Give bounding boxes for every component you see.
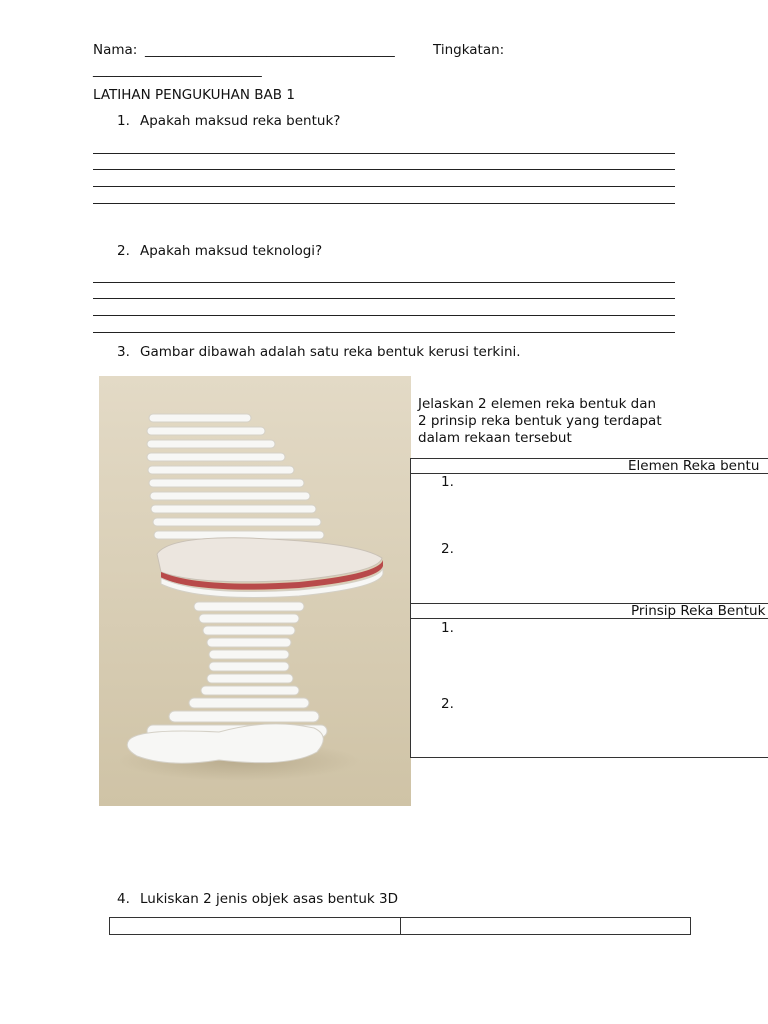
- principles-item-2[interactable]: 2.: [441, 696, 454, 712]
- name-label: Nama:: [93, 42, 138, 58]
- answer-line[interactable]: [93, 153, 675, 154]
- elements-header: Elemen Reka bentu: [628, 458, 760, 474]
- question-4-text: Lukiskan 2 jenis objek asas bentuk 3D: [140, 891, 398, 907]
- answer-line[interactable]: [93, 169, 675, 170]
- chair-photo: [99, 376, 411, 806]
- answer-line[interactable]: [93, 332, 675, 333]
- name-blank[interactable]: _____________________________________: [145, 42, 395, 58]
- question-4-number: 4.: [117, 891, 130, 907]
- worksheet-title: LATIHAN PENGUKUHAN BAB 1: [93, 87, 295, 103]
- answer-line[interactable]: [93, 282, 675, 283]
- class-label: Tingkatan:: [433, 42, 505, 58]
- drawing-cell-1[interactable]: [110, 918, 400, 934]
- answer-line[interactable]: [93, 298, 675, 299]
- question-1-number: 1.: [117, 113, 130, 129]
- q3-instruction-line: 2 prinsip reka bentuk yang terdapat: [418, 413, 662, 429]
- q3-instruction-line: dalam rekaan tersebut: [418, 430, 572, 446]
- question-3-text: Gambar dibawah adalah satu reka bentuk kerusi terkini.: [140, 344, 521, 360]
- answer-line[interactable]: [93, 186, 675, 187]
- class-blank[interactable]: _________________________: [93, 62, 262, 78]
- chair-illustration: [99, 376, 411, 806]
- principles-header: Prinsip Reka Bentuk: [631, 603, 766, 619]
- answer-line[interactable]: [93, 203, 675, 204]
- elements-item-1[interactable]: 1.: [441, 474, 454, 490]
- q3-instruction: [418, 396, 662, 447]
- question-2-text: Apakah maksud teknologi?: [140, 243, 323, 259]
- principles-item-1[interactable]: 1.: [441, 620, 454, 636]
- q3-instruction-line: Jelaskan 2 elemen reka bentuk dan: [418, 396, 657, 412]
- question-3-number: 3.: [117, 344, 130, 360]
- answer-line[interactable]: [93, 315, 675, 316]
- elements-item-2[interactable]: 2.: [441, 541, 454, 557]
- drawing-cell-2[interactable]: [401, 918, 690, 934]
- question-2-number: 2.: [117, 243, 130, 259]
- question-1-text: Apakah maksud reka bentuk?: [140, 113, 341, 129]
